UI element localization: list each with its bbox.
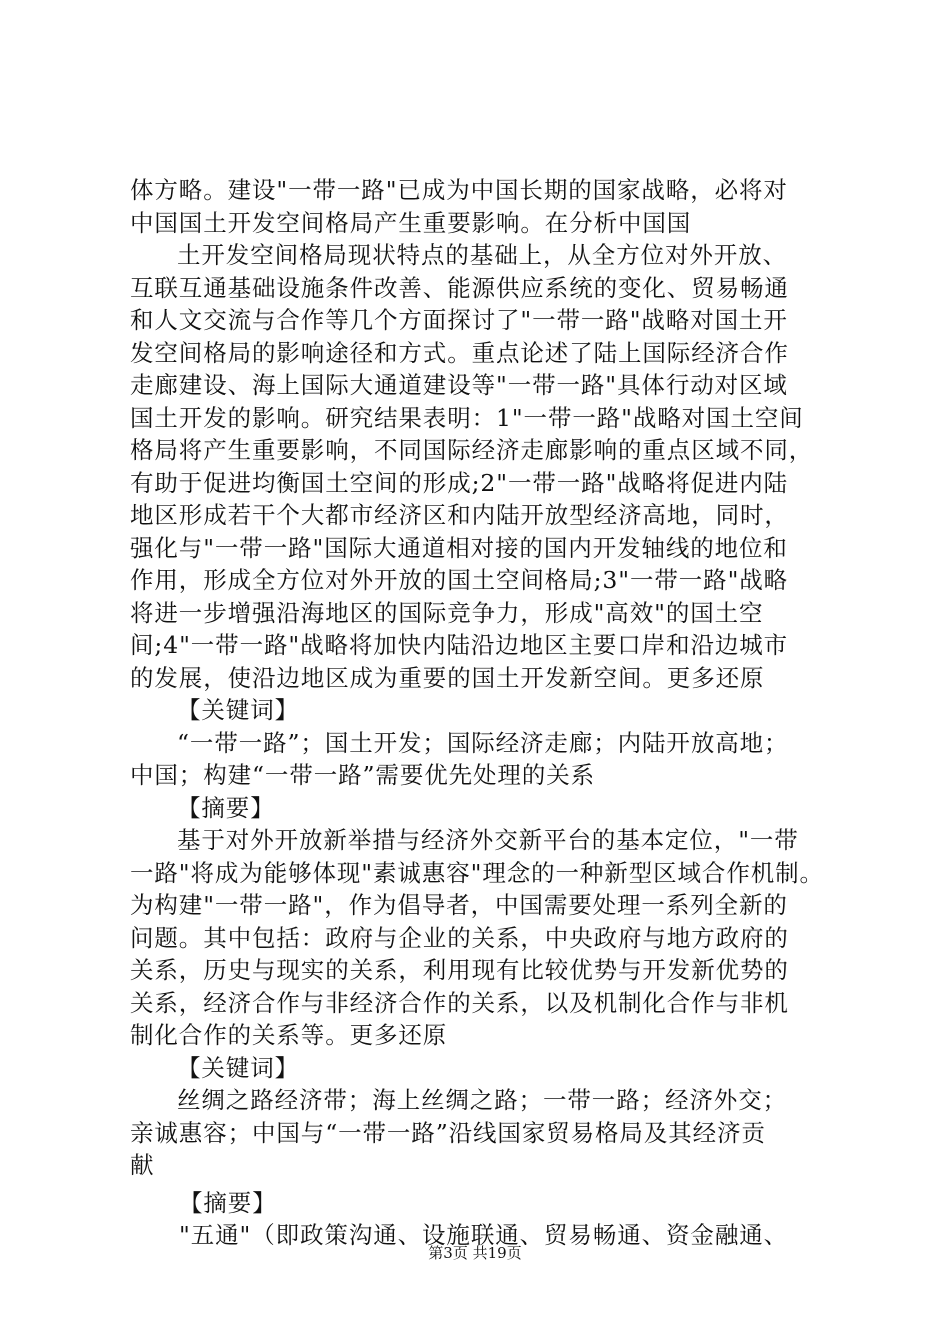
keywords-line: “一带一路”；国土开发；国际经济走廊；内陆开放高地； (177, 728, 789, 757)
text-line: 土开发空间格局现状特点的基础上，从全方位对外开放、 (177, 241, 787, 269)
text-line-more-link[interactable]: 的发展，使沿边地区成为重要的国土开发新空间。更多还原 (130, 663, 765, 692)
document-body (130, 174, 840, 1252)
keywords-heading: 【关键词】 (177, 696, 299, 724)
text-line: 互联互通基础设施条件改善、能源供应系统的变化、贸易畅通 (130, 273, 789, 302)
keywords-line: 献 (130, 1151, 155, 1179)
abstract-heading: 【摘要】 (177, 793, 275, 822)
text-line: 强化与"一带一路"国际大通道相对接的国内开发轴线的地位和 (130, 533, 788, 562)
text-line: 间;4"一带一路"战略将加快内陆沿边地区主要口岸和沿边城市 (130, 631, 789, 659)
text-line: 问题。其中包括：政府与企业的关系，中央政府与地方政府的 (130, 923, 789, 952)
text-line: 关系，历史与现实的关系，利用现有比较优势与开发新优势的 (130, 956, 789, 984)
text-line: 一路"将成为能够体现"素诚惠容"理念的一种新型区域合作机制。 (130, 858, 824, 887)
text-line-more-link[interactable]: 制化合作的关系等。更多还原 (130, 1021, 448, 1049)
text-line: "五通"（即政策沟通、设施联通、贸易畅通、资金融通、 (179, 1221, 789, 1249)
text-line: 将进一步增强沿海地区的国际竞争力，形成"高效"的国土空 (130, 598, 764, 627)
keywords-line: 丝绸之路经济带；海上丝绸之路；一带一路；经济外交； (177, 1086, 787, 1114)
text-line: 关系，经济合作与非经济合作的关系，以及机制化合作与非机 (130, 988, 789, 1017)
keywords-line: 中国；构建“一带一路”需要优先处理的关系 (130, 761, 596, 789)
text-line: 格局将产生重要影响，不同国际经济走廊影响的重点区域不同， (130, 436, 814, 464)
text-line: 作用，形成全方位对外开放的国土空间格局;3"一带一路"战略 (130, 566, 789, 594)
text-line: 有助于促进均衡国土空间的形成;2"一带一路"战略将促进内陆 (130, 468, 789, 497)
text-line: 体方略。建设"一带一路"已成为中国长期的国家战略，必将对 (130, 176, 788, 204)
text-line: 基于对外开放新举措与经济外交新平台的基本定位，"一带 (177, 826, 799, 854)
text-line: 地区形成若干个大都市经济区和内陆开放型经济高地，同时， (130, 501, 789, 529)
text-line: 为构建"一带一路"，作为倡导者，中国需要处理一系列全新的 (130, 891, 788, 919)
text-line: 国土开发的影响。研究结果表明：1"一带一路"战略对国土空间 (130, 403, 804, 432)
text-line: 走廊建设、海上国际大通道建设等"一带一路"具体行动对区域 (130, 371, 788, 399)
text-line: 发空间格局的影响途径和方式。重点论述了陆上国际经济合作 (130, 338, 789, 367)
text-line: 和人文交流与合作等几个方面探讨了"一带一路"战略对国土开 (130, 306, 788, 334)
keywords-heading: 【关键词】 (177, 1053, 299, 1082)
page-number-footer: 第3页 共19页 (428, 1244, 522, 1262)
abstract-heading: 【摘要】 (179, 1188, 277, 1217)
keywords-line: 亲诚惠容；中国与“一带一路”沿线国家贸易格局及其经济贡 (130, 1118, 766, 1147)
text-line: 中国国土开发空间格局产生重要影响。在分析中国国 (130, 208, 692, 237)
